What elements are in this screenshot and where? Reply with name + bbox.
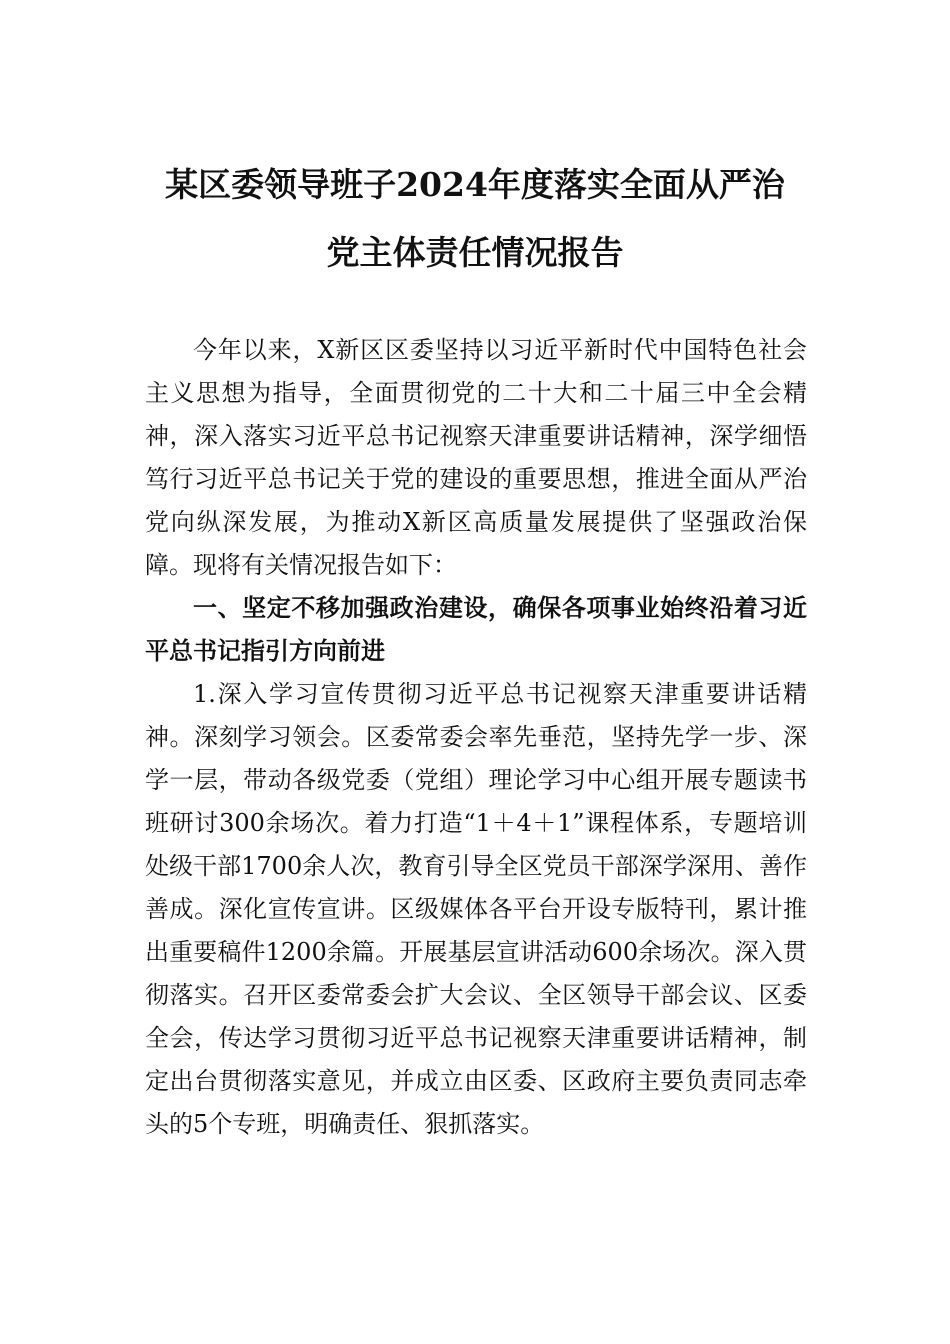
section-1-heading: 一、坚定不移加强政治建设，确保各项事业始终沿着习近平总书记指引方向前进	[145, 594, 807, 665]
document-body	[145, 329, 807, 1146]
intro-paragraph: 今年以来，X新区区委坚持以习近平新时代中国特色社会主义思想为指导，全面贯彻党的二十大和二十届三中全会精神，深入落实习近平总书记视察天津重要讲话精神，深学细悟笃行习近平总书记关于党的建设的重要思想，推进全面从严治党向纵深发展，为推动X新区高质量发展提供了坚强政治保障。现将有关情况报告如下：	[145, 336, 807, 579]
document-title-line-2: 党主体责任情况报告	[326, 233, 624, 272]
section-1-item-1-paragraph: 1.深入学习宣传贯彻习近平总书记视察天津重要讲话精神。深刻学习领会。区委常委会率先垂范，坚持先学一步、深学一层，带动各级党委（党组）理论学习中心组开展专题读书班研讨300余场次。着力打造“1＋4＋1”课程体系，专题培训处级干部1700余人次，教育引导全区党员干部深学深用、善作善成。深化宣传宣讲。区级媒体各平台开设专版特刊，累计推出重要稿件1200余篇。开展基层宣讲活动600余场次。深入贯彻落实。召开区委常委会扩大会议、全区领导干部会议、区委全会，传达学习贯彻习近平总书记视察天津重要讲话精神，制定出台贯彻落实意见，并成立由区委、区政府主要负责同志牵头的5个专班，明确责任、狠抓落实。	[145, 680, 807, 1138]
document-title-line-1: 某区委领导班子2024年度落实全面从严治	[165, 165, 785, 204]
